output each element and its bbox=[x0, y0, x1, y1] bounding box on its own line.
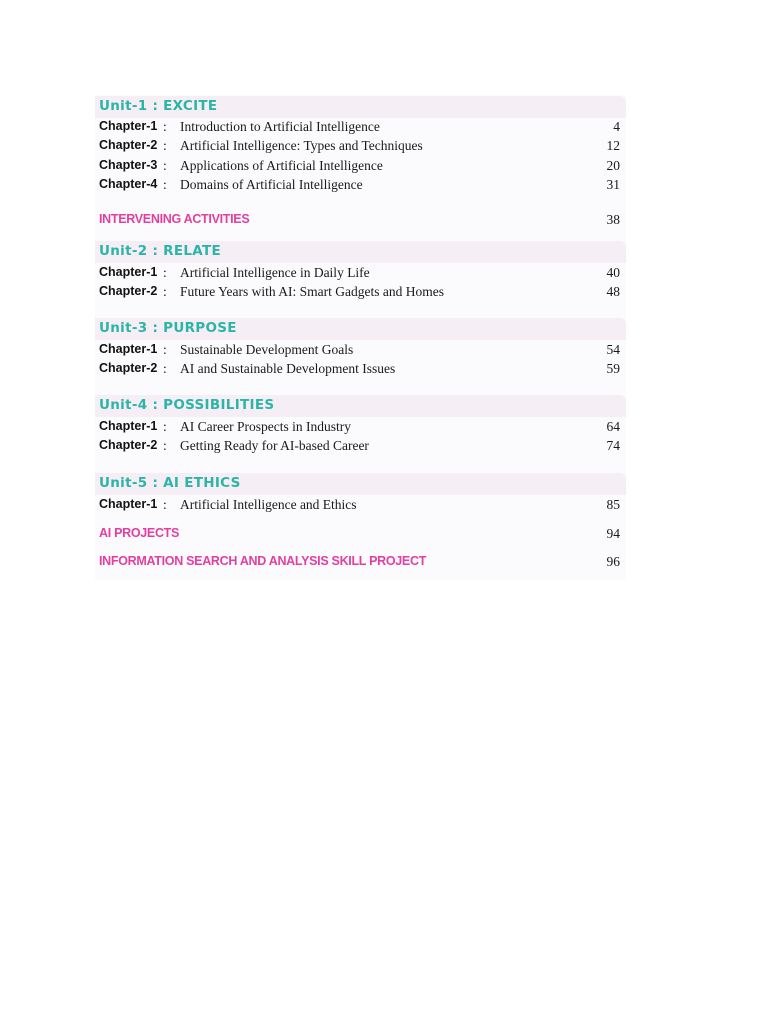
toc-entry[interactable] bbox=[95, 342, 626, 361]
chapter-label: Chapter-1 bbox=[99, 342, 158, 356]
chapter-label: Chapter-4 bbox=[99, 177, 158, 191]
toc-section-entry[interactable] bbox=[95, 212, 626, 231]
toc-entry[interactable] bbox=[95, 119, 626, 138]
chapter-title: Domains of Artificial Intelligence bbox=[180, 177, 363, 192]
unit-header bbox=[95, 395, 626, 417]
toc-entry[interactable] bbox=[95, 265, 626, 284]
toc-section-entry[interactable] bbox=[95, 554, 626, 573]
chapter-title: Sustainable Development Goals bbox=[180, 342, 354, 357]
chapter-label: Chapter-1 bbox=[99, 419, 158, 433]
page-number: 40 bbox=[606, 265, 620, 280]
unit-header bbox=[95, 96, 626, 118]
toc-section-entry[interactable] bbox=[95, 526, 626, 545]
chapter-separator: : bbox=[163, 497, 167, 512]
chapter-title: AI and Sustainable Development Issues bbox=[180, 361, 396, 376]
page-number: 38 bbox=[606, 212, 620, 227]
chapter-separator: : bbox=[163, 119, 167, 134]
page-number: 85 bbox=[606, 497, 620, 512]
page-number: 59 bbox=[606, 361, 620, 376]
page-number: 48 bbox=[606, 284, 620, 299]
unit-title: Unit-1 : EXCITE bbox=[99, 98, 218, 114]
toc-entry[interactable] bbox=[95, 138, 626, 157]
page-number: 20 bbox=[606, 158, 620, 173]
toc-entry[interactable] bbox=[95, 177, 626, 196]
chapter-title: Artificial Intelligence and Ethics bbox=[180, 497, 357, 512]
chapter-title: Future Years with AI: Smart Gadgets and Homes bbox=[180, 284, 444, 299]
chapter-title: Applications of Artificial Intelligence bbox=[180, 158, 383, 173]
chapter-label: Chapter-2 bbox=[99, 138, 158, 152]
page-number: 4 bbox=[613, 119, 620, 134]
unit-title: Unit-4 : POSSIBILITIES bbox=[99, 397, 275, 413]
unit-title: Unit-3 : PURPOSE bbox=[99, 320, 237, 336]
section-title: INFORMATION SEARCH AND ANALYSIS SKILL PROJECT bbox=[99, 554, 427, 568]
page-number: 96 bbox=[606, 554, 620, 569]
chapter-separator: : bbox=[163, 361, 167, 376]
chapter-title: Artificial Intelligence in Daily Life bbox=[180, 265, 370, 280]
page-number: 94 bbox=[606, 526, 620, 541]
toc-entry[interactable] bbox=[95, 361, 626, 380]
chapter-title: Introduction to Artificial Intelligence bbox=[180, 119, 380, 134]
unit-title: Unit-5 : AI ETHICS bbox=[99, 475, 241, 491]
chapter-separator: : bbox=[163, 284, 167, 299]
chapter-label: Chapter-2 bbox=[99, 438, 158, 452]
chapter-title: Artificial Intelligence: Types and Techniques bbox=[180, 138, 423, 153]
chapter-separator: : bbox=[163, 438, 167, 453]
chapter-label: Chapter-1 bbox=[99, 265, 158, 279]
toc-entry[interactable] bbox=[95, 419, 626, 438]
chapter-title: Getting Ready for AI-based Career bbox=[180, 438, 369, 453]
chapter-separator: : bbox=[163, 158, 167, 173]
unit-title: Unit-2 : RELATE bbox=[99, 243, 221, 259]
unit-header bbox=[95, 318, 626, 340]
page-number: 64 bbox=[606, 419, 620, 434]
chapter-title: AI Career Prospects in Industry bbox=[180, 419, 351, 434]
toc-entry[interactable] bbox=[95, 158, 626, 177]
chapter-separator: : bbox=[163, 419, 167, 434]
unit-header bbox=[95, 241, 626, 263]
chapter-separator: : bbox=[163, 342, 167, 357]
toc-entry[interactable] bbox=[95, 438, 626, 457]
page-number: 74 bbox=[606, 438, 620, 453]
page-number: 54 bbox=[606, 342, 620, 357]
chapter-separator: : bbox=[163, 265, 167, 280]
section-title: AI PROJECTS bbox=[99, 526, 180, 540]
chapter-separator: : bbox=[163, 177, 167, 192]
chapter-label: Chapter-2 bbox=[99, 361, 158, 375]
section-title: INTERVENING ACTIVITIES bbox=[99, 212, 250, 226]
toc-entry[interactable] bbox=[95, 284, 626, 303]
chapter-label: Chapter-2 bbox=[99, 284, 158, 298]
unit-header bbox=[95, 473, 626, 495]
page-number: 31 bbox=[606, 177, 620, 192]
toc-entry[interactable] bbox=[95, 497, 626, 516]
table-of-contents bbox=[95, 95, 626, 580]
chapter-label: Chapter-1 bbox=[99, 119, 158, 133]
chapter-label: Chapter-1 bbox=[99, 497, 158, 511]
page-number: 12 bbox=[606, 138, 620, 153]
chapter-separator: : bbox=[163, 138, 167, 153]
chapter-label: Chapter-3 bbox=[99, 158, 158, 172]
